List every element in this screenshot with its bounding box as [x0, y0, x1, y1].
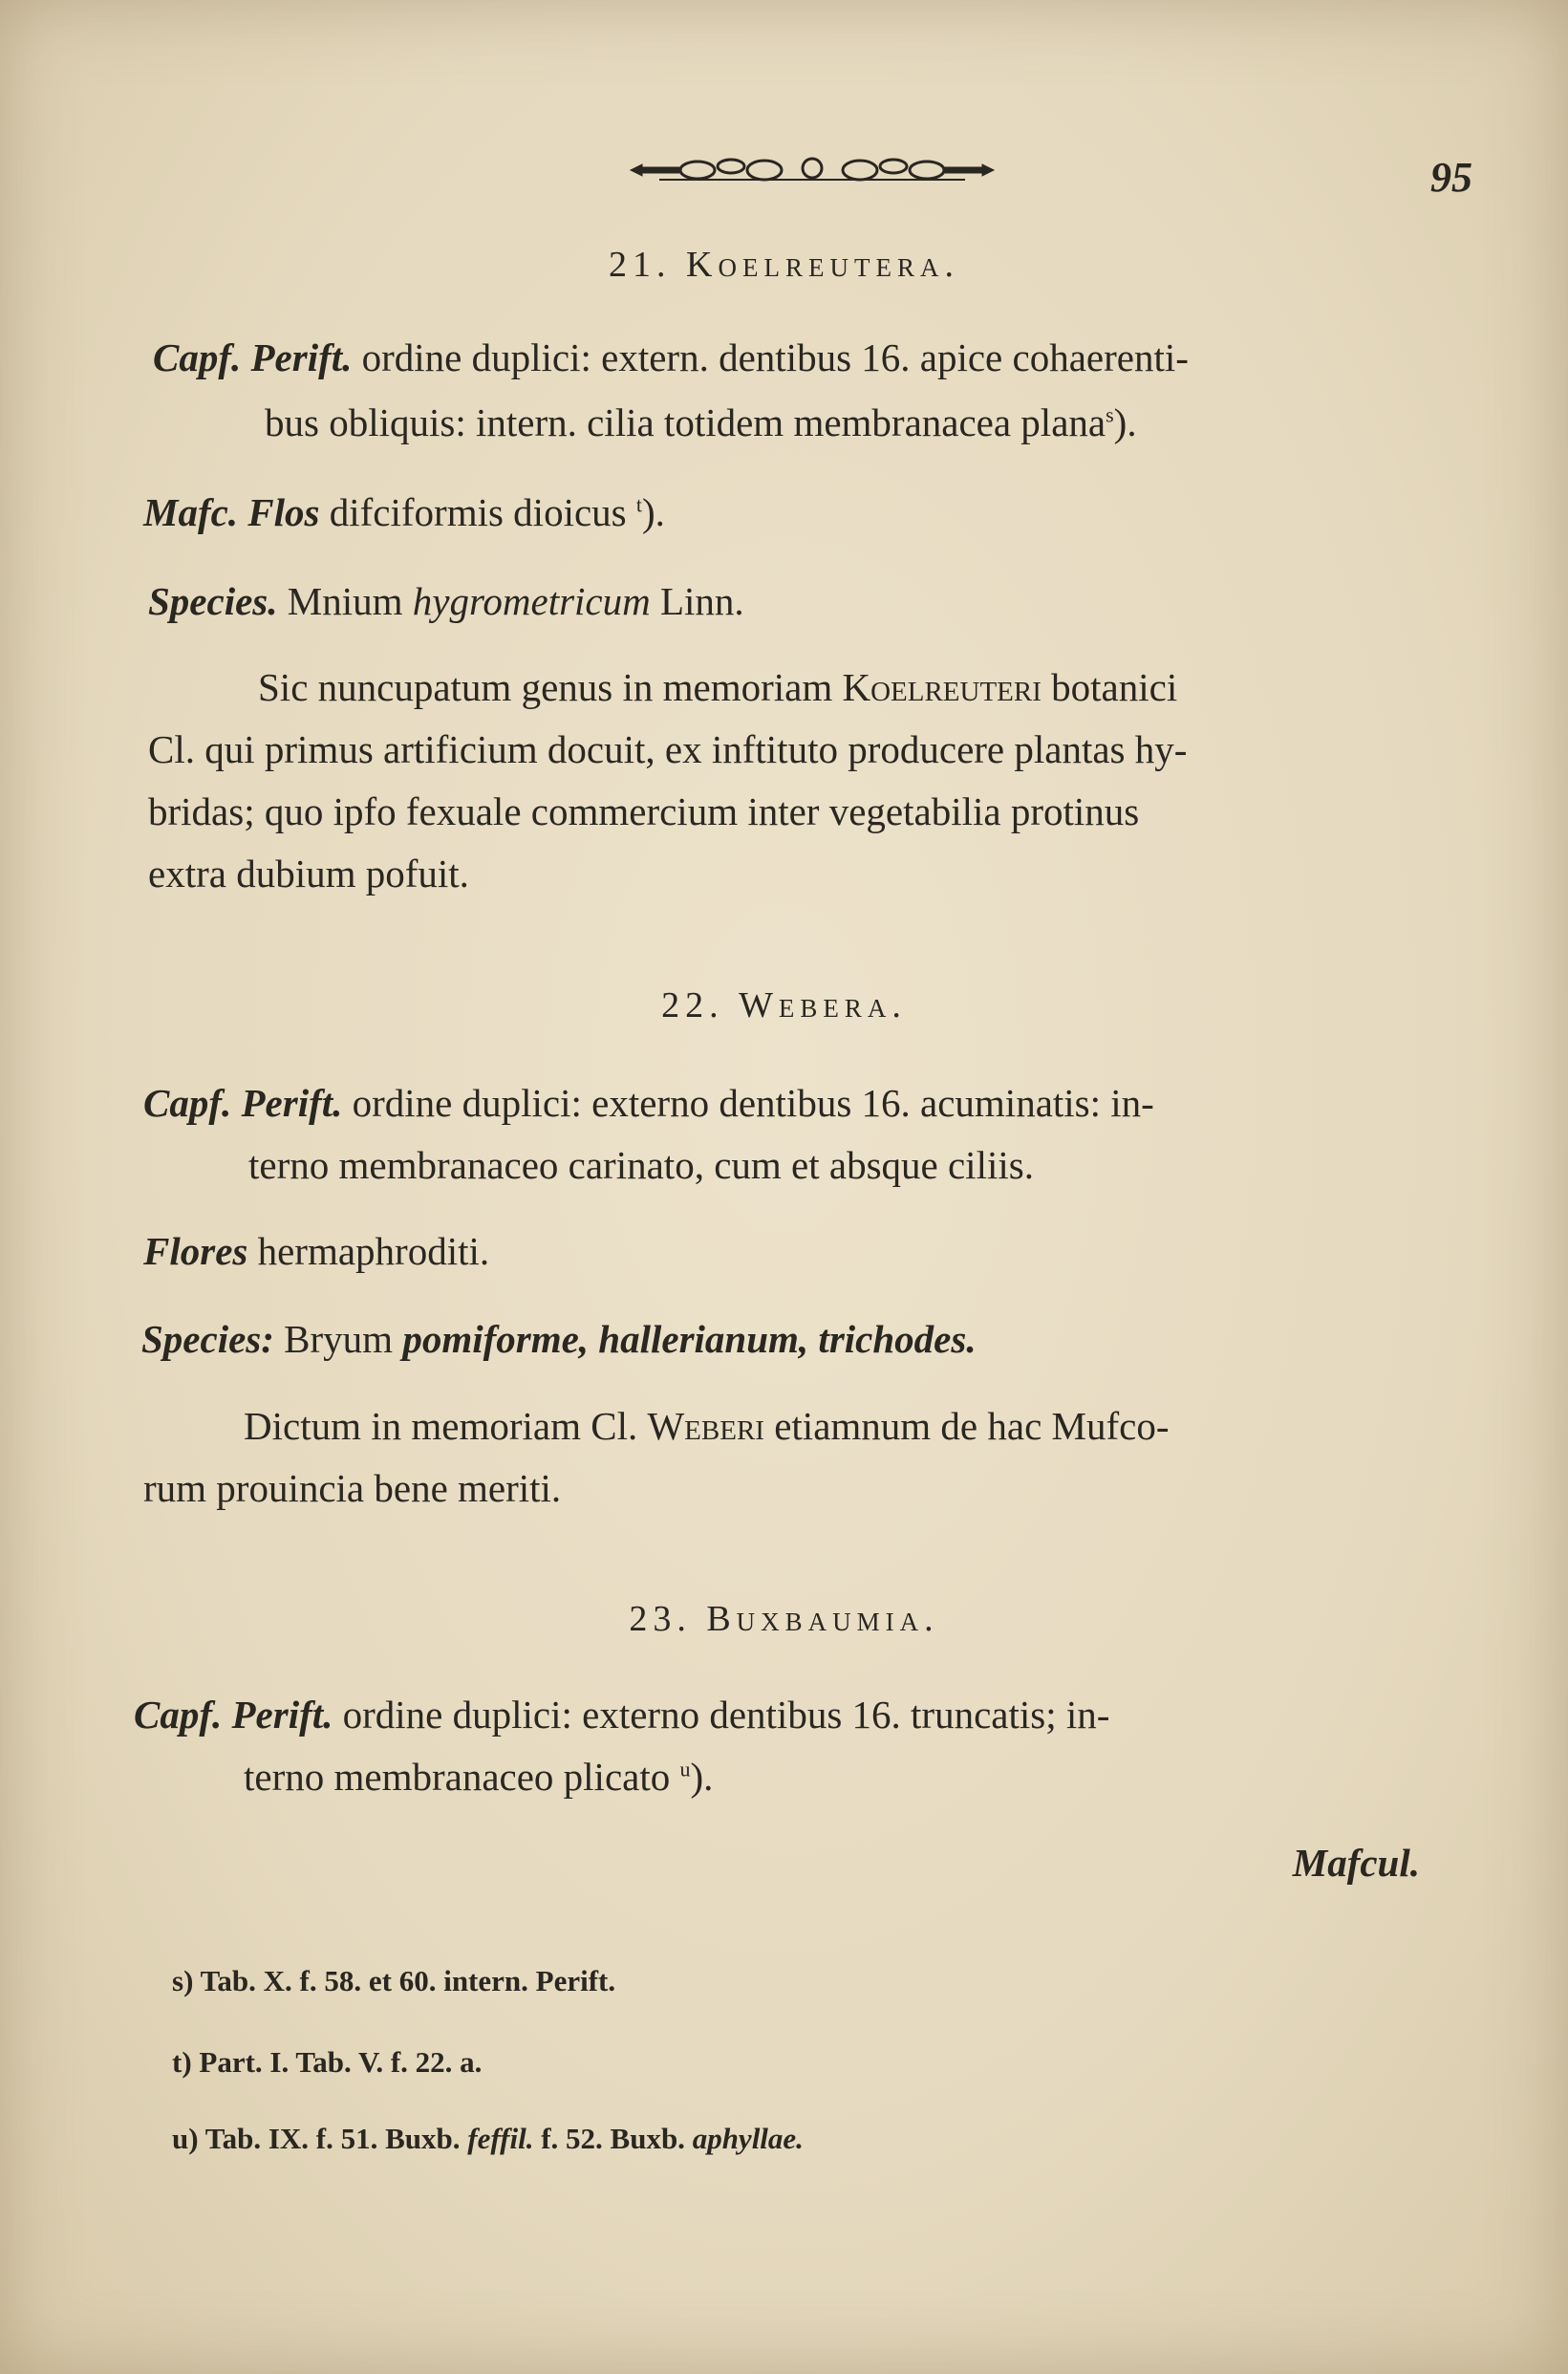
- species-line: [141, 1316, 977, 1362]
- footnote-italic: aphyllae.: [692, 2122, 804, 2155]
- heading-name: Koelreutera.: [686, 245, 959, 285]
- heading-number: 22.: [661, 985, 724, 1025]
- species-label: Species:: [141, 1317, 274, 1361]
- footnote-text: Part. I. Tab. V. f. 22. a.: [199, 2045, 483, 2079]
- footnote-mark: u): [172, 2122, 199, 2155]
- paragraph-line-1: [258, 664, 1177, 710]
- capsule-label: Capf. Perift.: [143, 1081, 343, 1125]
- footnote-t: [172, 2045, 482, 2080]
- flores-label: Flores: [143, 1229, 248, 1273]
- species-epithet: trichodes.: [818, 1317, 977, 1361]
- capsule-label: Capf. Perift.: [134, 1693, 333, 1737]
- flos-text: difciformis dioicus: [329, 490, 627, 534]
- flores-text: hermaphroditi.: [257, 1229, 490, 1273]
- species-epithet: pomiforme,: [402, 1317, 590, 1361]
- heading-number: 23.: [629, 1599, 692, 1639]
- paragraph-line-1: [244, 1403, 1169, 1449]
- capsule-text: ordine duplici: externo dentibus 16. truncatis; in-: [342, 1693, 1110, 1737]
- capsule-text: terno membranaceo plicato: [244, 1755, 671, 1799]
- page-number: 95: [1430, 154, 1472, 201]
- footnote-mark: t): [172, 2045, 192, 2079]
- footnote-ref: u: [679, 1757, 691, 1781]
- capsule-line-1: [143, 1080, 1154, 1126]
- species-epithet: hallerianum,: [598, 1317, 809, 1361]
- section-heading-koelreutera: [0, 244, 1568, 286]
- paragraph-line-4: extra dubium pofuit.: [148, 852, 469, 896]
- capsule-end: ).: [690, 1755, 714, 1799]
- capsule-text: ordine duplici: externo dentibus 16. acuminatis: in-: [352, 1081, 1154, 1125]
- species-author: Linn.: [659, 579, 744, 623]
- capsule-line-1: [134, 1692, 1109, 1737]
- capsule-text: ordine duplici: extern. dentibus 16. apice cohaerenti-: [361, 335, 1189, 379]
- paragraph-line-3: bridas; quo ipfo fexuale commercium inter vegetabilia protinus: [148, 789, 1140, 833]
- footnote-u: [172, 2122, 804, 2156]
- paragraph-text: etiamnum de hac Mufco-: [774, 1404, 1170, 1448]
- paragraph-line-2: Cl. qui primus artificium docuit, ex inftituto producere plantas hy-: [148, 727, 1188, 771]
- species-label: Species.: [148, 579, 278, 623]
- heading-name: Buxbaumia.: [706, 1599, 939, 1639]
- flos-label: Mafc. Flos: [143, 490, 320, 534]
- footnote-italic: feffil.: [467, 2122, 534, 2155]
- person-name: Koelreuteri: [842, 665, 1042, 709]
- flos-line: [143, 489, 665, 535]
- species-epithet: hygrometricum: [412, 579, 651, 623]
- person-name: Weberi: [647, 1404, 764, 1448]
- footnote-s: [172, 1964, 615, 1998]
- section-heading-buxbaumia: [0, 1598, 1568, 1640]
- flores-line: [143, 1228, 489, 1274]
- species-text: Bryum: [284, 1317, 394, 1361]
- footnote-text: f. 52. Buxb.: [541, 2122, 685, 2155]
- footnote-ref: t: [635, 492, 642, 517]
- capsule-line-2: [244, 1754, 713, 1800]
- footnote-text: Tab. IX. f. 51. Buxb.: [204, 2122, 461, 2155]
- species-text: Mnium: [287, 579, 403, 623]
- paragraph-line-2: rum prouincia bene meriti.: [143, 1466, 562, 1510]
- capsule-line-2: terno membranaceo carinato, cum et absque ciliis.: [248, 1143, 1034, 1187]
- heading-name: Webera.: [739, 985, 907, 1025]
- capsule-line-1: [153, 335, 1189, 380]
- section-heading-webera: [0, 984, 1568, 1026]
- capsule-text: bus obliquis: intern. cilia totidem membranacea plana: [265, 400, 1106, 444]
- footnote-text: Tab. X. f. 58. et 60. intern. Perift.: [200, 1964, 616, 1997]
- capsule-end: ).: [1113, 400, 1137, 444]
- flos-end: ).: [642, 490, 665, 534]
- species-line: [148, 578, 744, 624]
- paragraph-text: Sic nuncupatum genus in memoriam: [258, 665, 833, 709]
- footnote-ref: s: [1106, 402, 1114, 427]
- capsule-label: Capf. Perift.: [153, 335, 353, 379]
- paragraph-text: botanici: [1051, 665, 1178, 709]
- footnote-mark: s): [172, 1964, 194, 1997]
- catchword: Mafcul.: [1292, 1841, 1420, 1885]
- capsule-line-2: [265, 399, 1137, 445]
- heading-number: 21.: [609, 245, 672, 285]
- paragraph-text: Dictum in memoriam Cl.: [244, 1404, 638, 1448]
- decorative-ornament-icon: [621, 151, 1003, 189]
